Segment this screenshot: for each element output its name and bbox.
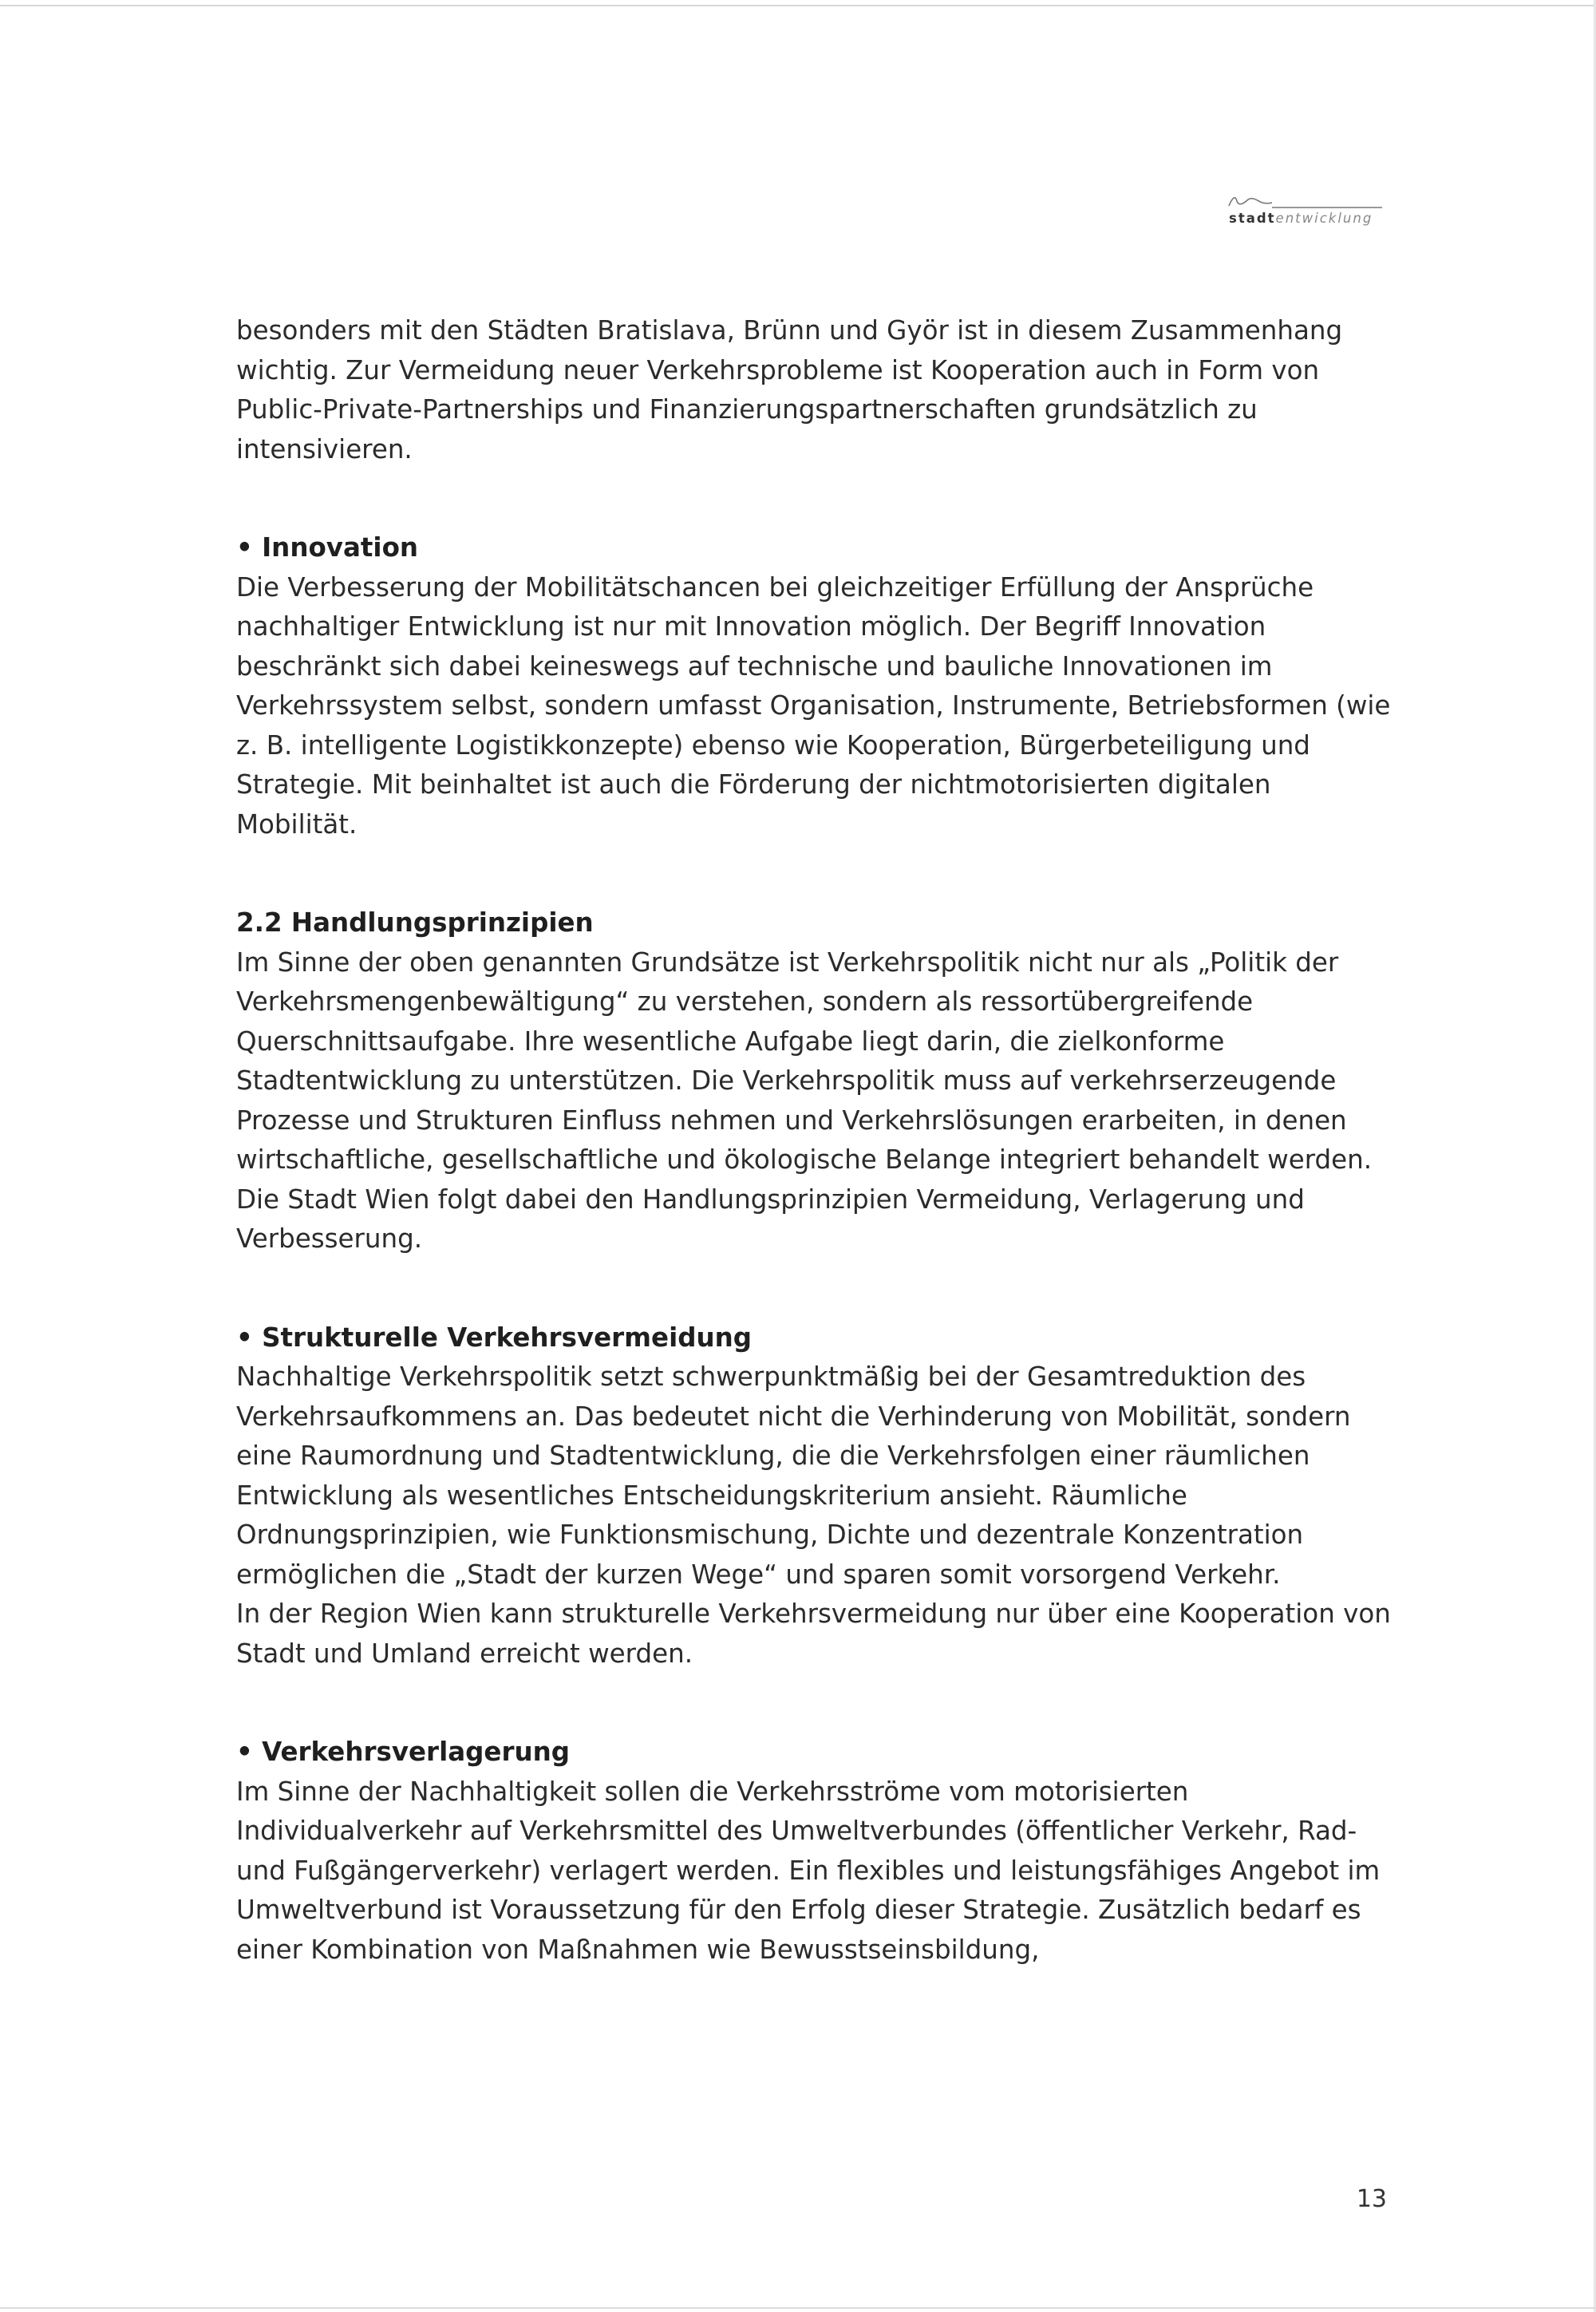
logo-swoosh-icon — [1226, 190, 1382, 212]
section-handlungsprinzipien — [236, 903, 1395, 1259]
stadtentwicklung-logo — [1226, 190, 1382, 230]
section-heading: 2.2 Handlungsprinzipien — [236, 907, 594, 938]
section-paragraph: Nachhaltige Verkehrspolitik setzt schwerpunktmäßig bei der Gesamtreduktion des Verkehrsaufkommens an. Das bedeutet nicht die Verhinderung von Mobilität, sondern eine Raumordnung und Stadtentwicklung, die die Verkehrsfolgen einer räumlichen Entwicklung als wesentliches Entscheidungskriterium ansieht. Räumliche Ordnungsprinzipien, wie Funktionsmischung, Dichte und dezentrale Konzentration ermöglichen die „Stadt der kurzen Wege“ und sparen somit vorsorgend Verkehr. — [236, 1362, 1351, 1590]
section-innovation — [236, 528, 1395, 844]
section-verkehrsverlagerung — [236, 1733, 1395, 1970]
bottom-border-line — [0, 2307, 1596, 2309]
page-number: 13 — [1356, 2185, 1387, 2213]
logo-wordmark: stadtentwicklung — [1229, 211, 1373, 226]
section-paragraph: Die Verbesserung der Mobilitätschancen bei gleichzeitiger Erfüllung der Ansprüche nachhaltiger Entwicklung ist nur mit Innovation möglich. Der Begriff Innovation beschränkt sich dabei keineswegs auf technische und bauliche Innovationen im Verkehrssystem selbst, sondern umfasst Organisation, Instrumente, Betriebsformen (wie z. B. intelligente Logistikkonzepte) ebenso wie Kooperation, Bürgerbeteiligung und Strategie. Mit beinhaltet ist auch die Förderung der nichtmotorisierten digitalen Mobilität. — [236, 571, 1391, 840]
section-heading: • Innovation — [236, 532, 419, 563]
section-heading: • Verkehrsverlagerung — [236, 1737, 571, 1767]
section-paragraph: Im Sinne der oben genannten Grundsätze ist Verkehrspolitik nicht nur als „Politik der Verkehrsmengenbewältigung“ zu verstehen, sondern als ressortübergreifende Querschnittsaufgabe. Ihre wesentliche Aufgabe liegt darin, die zielkonforme Stadtentwicklung zu unterstützen. Die Verkehrspolitik muss auf verkehrserzeugende Prozesse und Strukturen Einfluss nehmen und Verkehrslösungen erarbeiten, in denen wirtschaftliche, gesellschaftliche und ökologische Belange integriert behandelt werden. Die Stadt Wien folgt dabei den Handlungsprinzipien Vermeidung, Verlagerung und Verbesserung. — [236, 947, 1373, 1254]
section-paragraph: Im Sinne der Nachhaltigkeit sollen die Verkehrsströme vom motorisierten Individualverkehr auf Verkehrsmittel des Umweltverbundes (öffentlicher Verkehr, Rad- und Fußgängerverkehr) verlagert werden. Ein flexibles und leistungsfähiges Angebot im Umweltverbund ist Voraussetzung für den Erfolg dieser Strategie. Zusätzlich bedarf es einer Kombination von Maßnahmen wie Bewusstseinsbildung, — [236, 1776, 1381, 1965]
section-strukturelle-verkehrsvermeidung — [236, 1318, 1395, 1674]
section-heading: • Strukturelle Verkehrsvermeidung — [236, 1322, 753, 1353]
section-paragraph-continued: In der Region Wien kann strukturelle Verkehrsvermeidung nur über eine Kooperation von Stadt und Umland erreicht werden. — [236, 1599, 1391, 1669]
top-border-line — [0, 5, 1596, 6]
intro-paragraph: besonders mit den Städten Bratislava, Brünn und Györ ist in diesem Zusammenhang wichtig. Zur Vermeidung neuer Verkehrsprobleme ist Kooperation auch in Form von Public-Private-Partnerships und Finanzierungspartnerschaften grundsätzlich zu intensivieren. — [236, 315, 1343, 464]
main-content — [236, 311, 1395, 1970]
